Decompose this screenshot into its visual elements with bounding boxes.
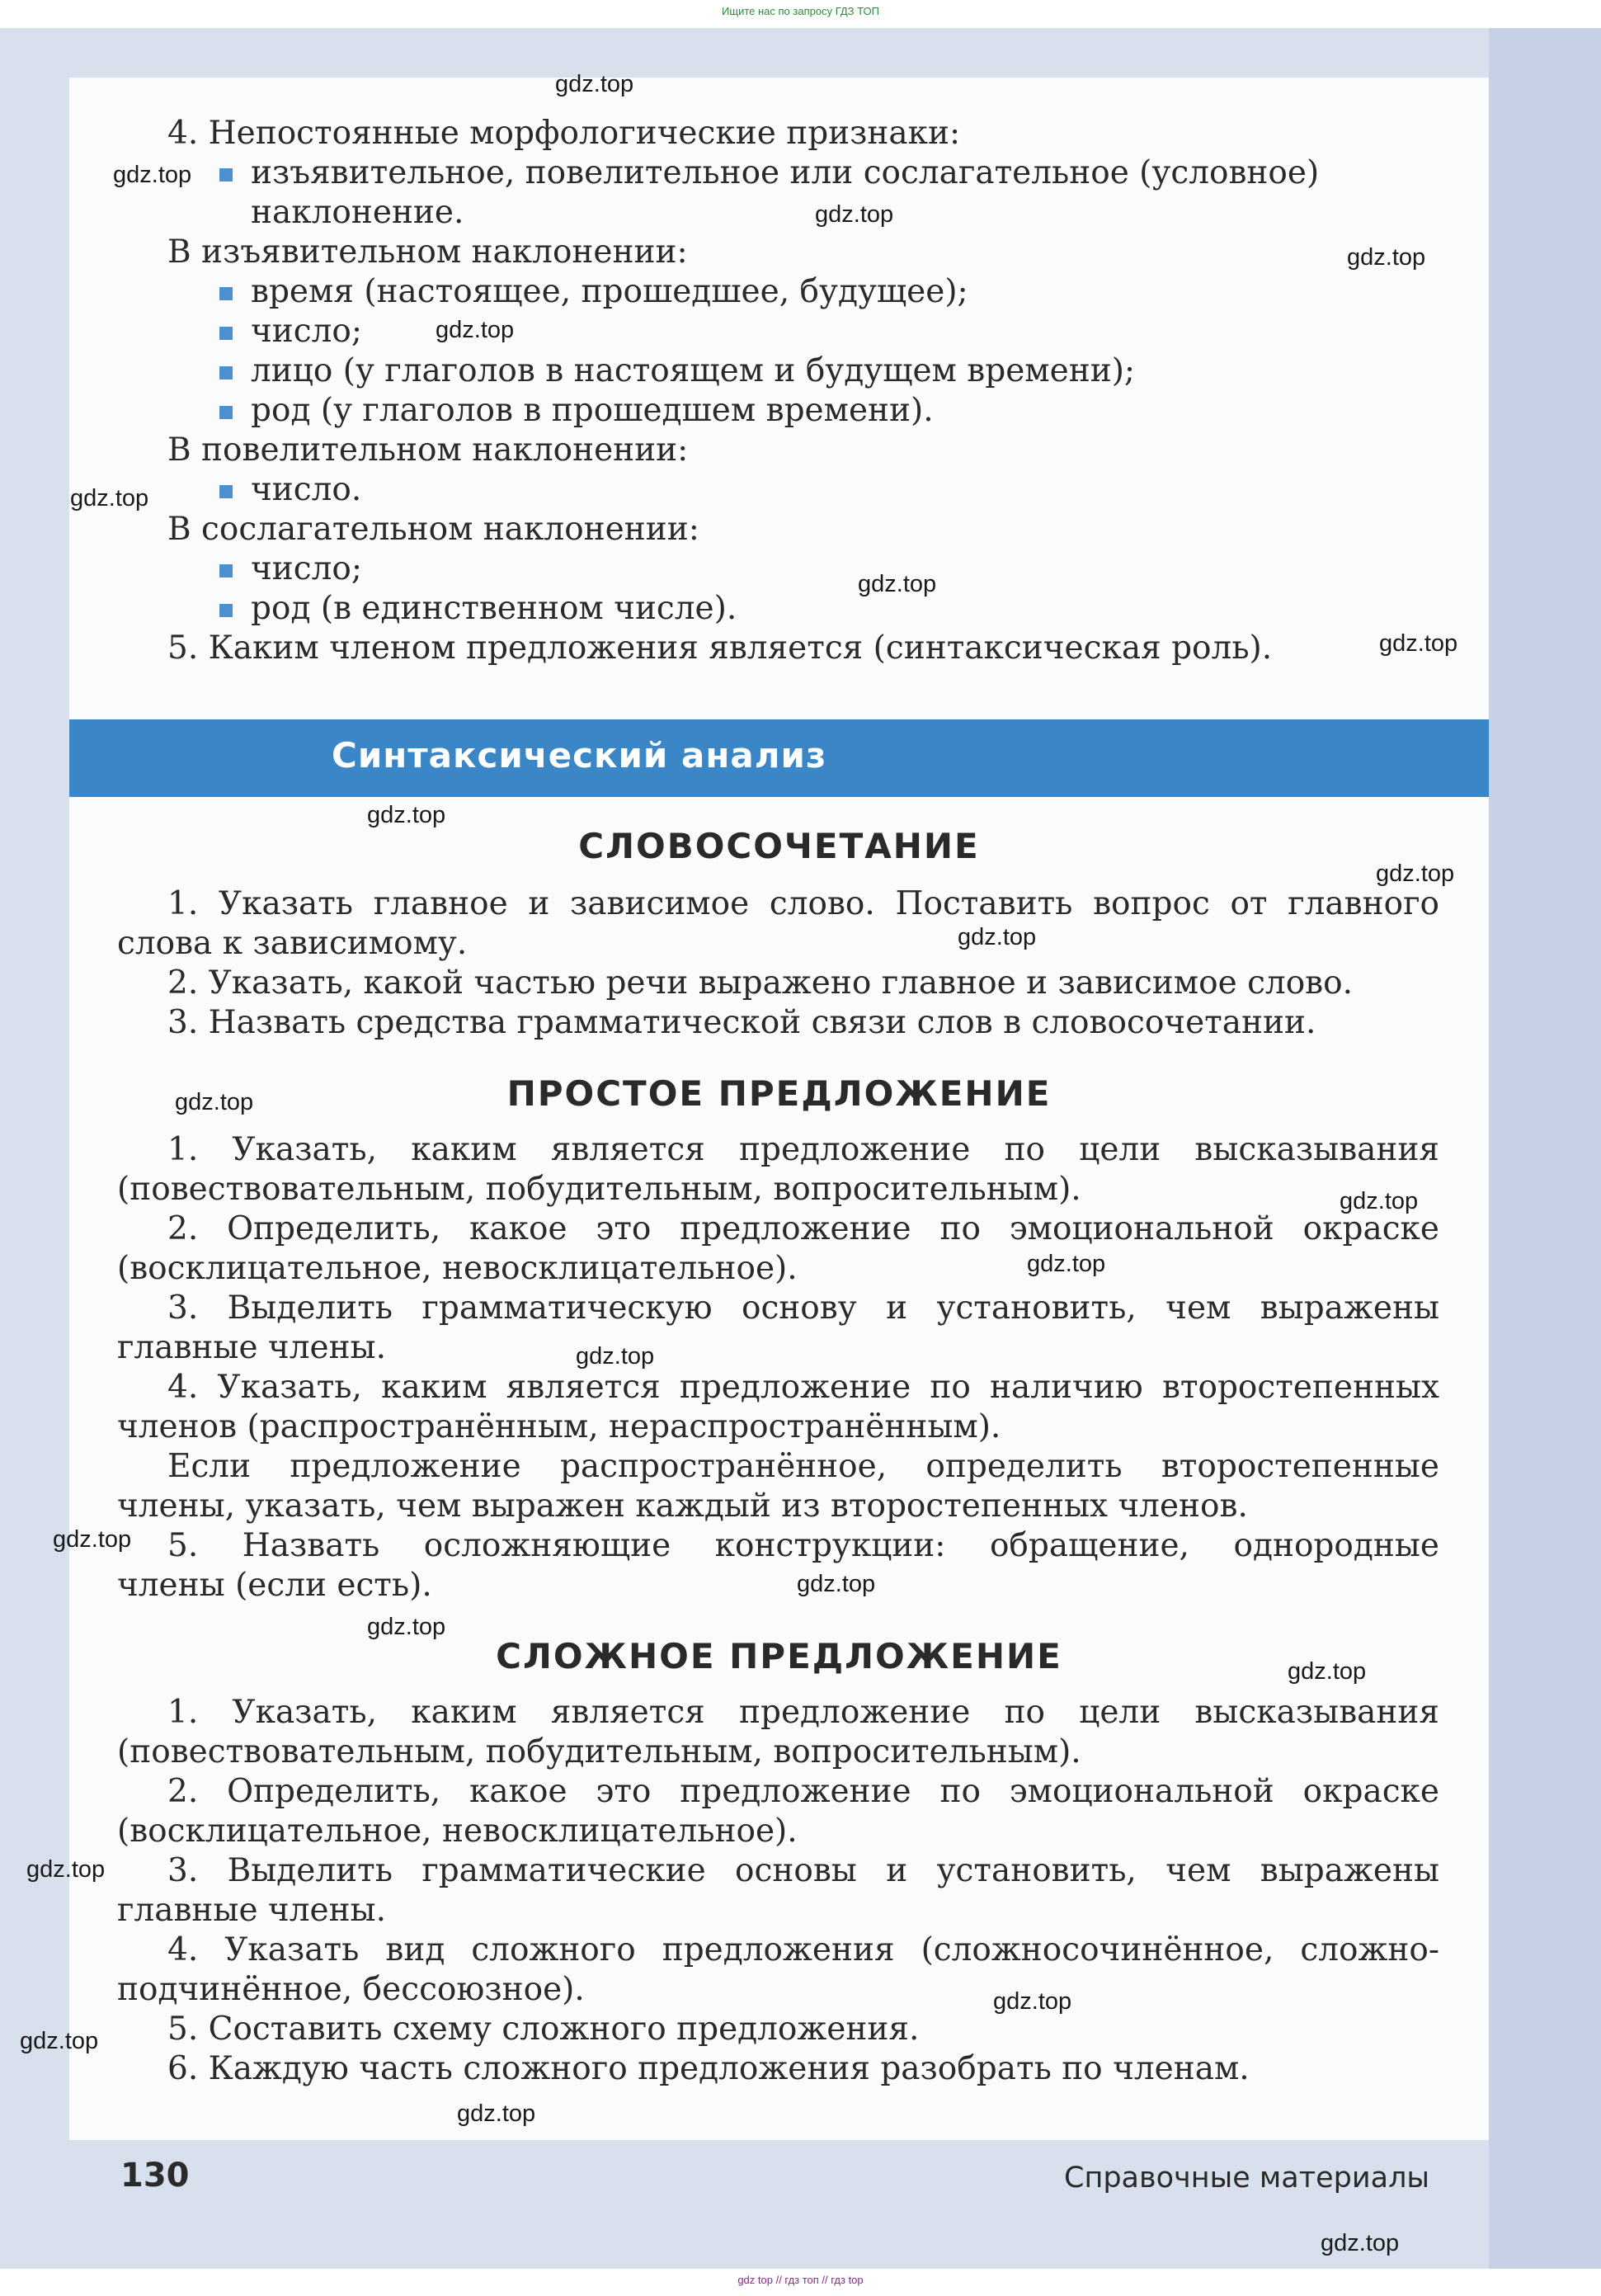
mood-list-item: изъявительное, повелительное или сослагательное (условное) xyxy=(251,154,1320,191)
complex-item-5: 5. Составить схему сложного предложения. xyxy=(167,2011,920,2048)
watermark: gdz.top xyxy=(815,201,894,228)
simple-item-4-note: Если предложение распространённое, определить второстепенные xyxy=(167,1448,1439,1485)
indicative-item: лицо (у глаголов в настоящем и будущем времени); xyxy=(251,352,1136,389)
complex-item-3-cont: главные члены. xyxy=(117,1892,386,1929)
indicative-item: время (настоящее, прошедшее, будущее); xyxy=(251,273,968,310)
imperative-title: В повелительном наклонении: xyxy=(167,431,689,469)
complex-item-4-cont: подчинённое, бессоюзное). xyxy=(117,1971,585,2008)
top-note: Ищите нас по запросу ГДЗ ТОП xyxy=(722,5,879,17)
bullet-icon xyxy=(219,406,233,419)
watermark: gdz.top xyxy=(367,802,446,828)
watermark: gdz.top xyxy=(1288,1658,1367,1685)
page-edge xyxy=(1489,28,1601,2269)
watermark: gdz.top xyxy=(1376,860,1455,887)
phrase-item-2: 2. Указать, какой частью речи выражено главное и зависимое слово. xyxy=(167,964,1354,1002)
simple-item-5: 5. Назвать осложняющие конструкции: обращение, однородные xyxy=(167,1527,1439,1564)
watermark: gdz.top xyxy=(367,1614,446,1640)
watermark: gdz.top xyxy=(70,485,149,512)
watermark: gdz.top xyxy=(1340,1188,1419,1214)
simple-item-2: 2. Определить, какое это предложение по эмоциональной окраске xyxy=(167,1210,1439,1247)
verb-item-5: 5. Каким членом предложения является (синтаксическая роль). xyxy=(167,629,1273,667)
complex-heading: СЛОЖНОЕ ПРЕДЛОЖЕНИЕ xyxy=(496,1636,1062,1676)
bullet-icon xyxy=(219,366,233,380)
bullet-icon xyxy=(219,327,233,340)
indicative-item: род (у глаголов в прошедшем времени). xyxy=(251,392,934,429)
simple-item-3: 3. Выделить грамматическую основу и установить, чем выражены xyxy=(167,1289,1439,1327)
complex-item-1-cont: (повествовательным, побудительным, вопросительным). xyxy=(117,1733,1081,1770)
bullet-icon xyxy=(219,485,233,498)
conditional-item: род (в единственном числе). xyxy=(251,590,737,627)
section-title: Синтаксический анализ xyxy=(332,735,827,776)
bullet-icon xyxy=(219,287,233,300)
simple-item-5-cont: члены (если есть). xyxy=(117,1567,432,1604)
complex-item-1: 1. Указать, каким является предложение по цели высказывания xyxy=(167,1694,1439,1731)
watermark: gdz.top xyxy=(26,1856,106,1883)
imperative-item: число. xyxy=(251,471,362,508)
simple-item-4-note-cont: члены, указать, чем выражен каждый из второстепенных членов. xyxy=(117,1487,1248,1525)
verb-item-4: 4. Непостоянные морфологические признаки: xyxy=(167,115,961,152)
footer-section: Справочные материалы xyxy=(1064,2162,1430,2195)
watermark: gdz.top xyxy=(53,1526,132,1553)
watermark: gdz.top xyxy=(555,71,634,97)
complex-item-2-cont: (восклицательное, невосклицательное). xyxy=(117,1813,798,1850)
watermark: gdz.top xyxy=(858,571,937,597)
simple-heading: ПРОСТОЕ ПРЕДЛОЖЕНИЕ xyxy=(506,1073,1052,1114)
phrase-heading: СЛОВОСОЧЕТАНИЕ xyxy=(578,826,980,866)
watermark: gdz.top xyxy=(457,2100,536,2127)
bullet-icon xyxy=(219,564,233,578)
conditional-item: число; xyxy=(251,550,363,587)
simple-item-2-cont: (восклицательное, невосклицательное). xyxy=(117,1250,798,1287)
watermark: gdz.top xyxy=(175,1089,254,1115)
watermark: gdz.top xyxy=(797,1571,876,1597)
watermark: gdz.top xyxy=(1027,1251,1106,1277)
page-number: 130 xyxy=(120,2157,190,2195)
watermark: gdz.top xyxy=(20,2028,99,2054)
complex-item-4: 4. Указать вид сложного предложения (сложносочинённое, сложно- xyxy=(167,1931,1439,1968)
simple-item-1-cont: (повествовательным, побудительным, вопросительным). xyxy=(117,1171,1081,1208)
simple-item-4-cont: членов (распространённым, нераспространённым). xyxy=(117,1408,1001,1445)
phrase-item-1: 1. Указать главное и зависимое слово. Поставить вопрос от главного xyxy=(167,885,1439,922)
indicative-title: В изъявительном наклонении: xyxy=(167,233,688,271)
conditional-title: В сослагательном наклонении: xyxy=(167,511,699,548)
simple-item-3-cont: главные члены. xyxy=(117,1329,386,1366)
simple-item-4: 4. Указать, каким является предложение по наличию второстепенных xyxy=(167,1369,1439,1406)
indicative-item: число; xyxy=(251,313,363,350)
watermark: gdz.top xyxy=(1379,630,1458,657)
phrase-item-1-cont: слова к зависимому. xyxy=(117,925,468,962)
bullet-icon xyxy=(219,168,233,182)
simple-item-1: 1. Указать, каким является предложение по цели высказывания xyxy=(167,1131,1439,1168)
complex-item-3: 3. Выделить грамматические основы и установить, чем выражены xyxy=(167,1852,1439,1889)
bottom-note: gdz top // гдз топ // гдз top xyxy=(737,2274,864,2286)
watermark: gdz.top xyxy=(958,924,1037,950)
watermark: gdz.top xyxy=(113,162,192,188)
bullet-icon xyxy=(219,604,233,617)
watermark: gdz.top xyxy=(993,1988,1072,2015)
complex-item-6: 6. Каждую часть сложного предложения разобрать по членам. xyxy=(167,2050,1250,2087)
mood-list-item-cont: наклонение. xyxy=(251,194,464,231)
phrase-item-3: 3. Назвать средства грамматической связи слов в словосочетании. xyxy=(167,1004,1316,1041)
complex-item-2: 2. Определить, какое это предложение по эмоциональной окраске xyxy=(167,1773,1439,1810)
watermark: gdz.top xyxy=(576,1343,655,1370)
watermark: gdz.top xyxy=(1347,244,1426,271)
watermark: gdz.top xyxy=(436,317,515,343)
watermark: gdz.top xyxy=(1321,2230,1400,2256)
